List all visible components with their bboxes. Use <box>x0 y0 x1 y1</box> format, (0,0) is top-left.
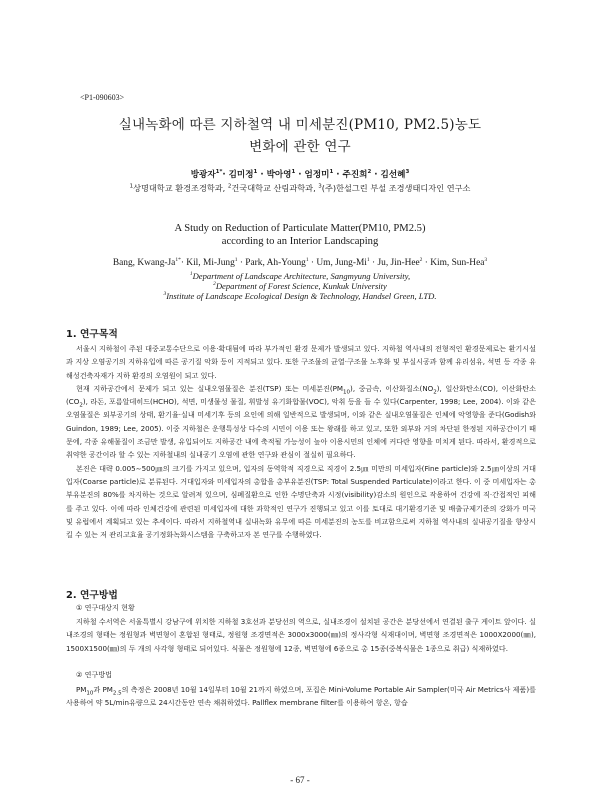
author-sup: 1* <box>215 169 223 176</box>
author-name: · 엄정미 <box>295 170 330 180</box>
page-number: - 67 - <box>290 775 310 785</box>
english-affiliation-3 <box>60 291 540 301</box>
section-1-heading: 1. 연구목적 <box>66 329 118 340</box>
affil-text: Department of Landscape Architecture, Sangmyung University, <box>192 271 411 281</box>
author-name: · 김선혜 <box>371 170 406 180</box>
paper-code: <P1-090603> <box>80 93 125 102</box>
affil-sup: 3 <box>163 291 167 298</box>
korean-authors <box>60 168 540 180</box>
author-sup: 2 <box>419 256 423 263</box>
author-name: · Kil, Mi-Jung <box>180 258 235 268</box>
author-name: · Um, Jung-Mi <box>308 258 367 268</box>
section-2-body-2 <box>66 683 536 710</box>
affil-text: (주)한설그린 부설 조경생태디자인 연구소 <box>321 183 471 193</box>
author-sup: 1 <box>253 169 258 176</box>
author-name: · 박아영 <box>257 170 292 180</box>
paragraph: 서울시 지하철이 주된 대중교통수단으로 이용·확대됨에 따라 부가적인 환경 문제가 발생되고 있다. 지하철 역사내의 전형적인 환경문제로는 환기시설과 지상 오염공기의 지하유입에 따른 공기질 악화 등이 지적되고 있다. 또한 구조물의 균열·구조물 노후화 및 부실시공과 함께 유리섬유, 석면 등 각종 유해성건축자재가 지하 환경의 오염원이 되고 있다. <box>66 344 536 380</box>
affil-text: 건국대학교 산림과학과, <box>231 183 319 193</box>
author-name: Bang, Kwang-Ja <box>112 258 176 268</box>
section-2-heading: 2. 연구방법 <box>66 590 118 601</box>
author-name: · Ju, Jin-Hee <box>369 258 420 268</box>
author-name: · 김미정 <box>222 170 254 180</box>
author-sup: 1 <box>305 256 309 263</box>
author-sup: 1 <box>366 256 370 263</box>
affil-sup: 1 <box>129 183 134 190</box>
author-sup: 1 <box>234 256 238 263</box>
affil-text: 상명대학교 환경조경학과, <box>133 183 228 193</box>
section-2-body-1 <box>66 615 536 655</box>
author-name: · 주진희 <box>333 170 368 180</box>
author-name: · Kim, Sun-Hea <box>422 258 485 268</box>
section-1-body <box>66 342 536 541</box>
english-affiliation-2 <box>60 281 540 291</box>
author-sup: 1 <box>329 169 334 176</box>
affil-sup: 2 <box>213 281 216 288</box>
paragraph: 본진은 대략 0.005∼500㎛의 크기를 가지고 있으며, 입자의 동역학적 직경으로 직경이 2.5㎛ 미만의 미세입자(Fine particle)와 2.5㎛이상의 거대입자(Coarse particle)로 분류된다. 거대입자와 미세입자의 총합을 총부유분진(TSP: Total Suspended Particulate)이라고 한다. 이 중 미세입자는 총부유분진의 80%를 차지하는 것으로 알려져 있으며, 심폐질환으로 인한 수명단축과 시정(visibility)감소의 원인으로 작용하여 건강에 직·간접적인 피해를 주고 있다. 이에 따라 인체건강에 관련된 미세입자에 대한 과학적인 연구가 진행되고 있고 이를 토대로 대기환경기준 및 배출규제기준의 강화가 미국 및 유럽에서 계획되고 있는 추세이다. 따라서 지하철역내 실내녹화 유무에 따른 미세분진의 농도를 비교함으로써 지하철 역사내의 실내공기질을 향상시킬 수 있는 저 관리고효율 공기정화녹화시스템을 구축하고자 본 연구를 수행하였다. <box>66 463 536 540</box>
author-sup: 3 <box>484 256 488 263</box>
affil-text: Institute of Landscape Ecological Design & Technology, Handsel Green, LTD. <box>166 291 437 301</box>
author-name: 방광자 <box>190 170 216 180</box>
author-sup: 1 <box>291 169 296 176</box>
affil-sup: 3 <box>318 183 322 190</box>
author-sup: 3 <box>405 169 410 176</box>
affil-text: Department of Forest Science, Kunkuk University <box>215 281 387 291</box>
author-sup: 2 <box>367 169 372 176</box>
english-affiliation-1 <box>60 271 540 281</box>
author-sup: 1* <box>175 256 181 263</box>
korean-affiliations <box>60 183 540 194</box>
affil-sup: 1 <box>189 271 193 278</box>
subsection-heading: ① 연구대상지 현황 <box>76 603 135 612</box>
author-name: · Park, Ah-Young <box>237 258 306 268</box>
paragraph: 지하철 수서역은 서울특별시 강남구에 위치한 지하철 3호선과 분당선의 역으로, 실내조경이 설치된 공간은 분당선에서 연결된 출구 게이트 앞이다. 실내조경의 형태는 정원형과 벽면형이 혼합된 형태로, 정원형 조경면적은 3000x3000(㎜)의 정사각형 식재대이며, 벽면형 조경면적은 1000X2000(㎜), 1500X1500(㎜)의 두 개의 사각형 형태로 되어있다. 식물은 정원형에 12종, 벽면형에 6종으로 총 15종(중복식물은 1종으로 취급) 식재하였다. <box>66 617 536 653</box>
paragraph: 현재 지하공간에서 문제가 되고 있는 실내오염물질은 분진(TSP) 또는 미세분진$(PM_{10})$, 중금속, 이산화질소$(NO_2)$, 일산화탄소(CO), 이산화탄소$(CO_2)$, 라돈, 포름알데히드(HCHO), 석면, 미생물성 물질, 휘발성 유기화합물(VOC), 악취 등을 들 수 있다(Carpenter, 1998; Lee, 2004). 이와 같은 오염물질은 외부공기의 상태, 환기율·실내 미세기후 등의 요인에 의해 일반적으로 발생되며, 이와 같은 실내오염물질은 인체에 악영향을 준다(Godish와 Guindon, 1989; Lee, 2005). 이중 지하철은 운행특성상 다수의 시민이 이용 또는 왕래를 하고 있고, 또한 외부와 거의 차단된 한정된 지하공간이기 때문에, 각종 유해물질이 조금만 발생, 유입되어도 지하공간 내에 축적될 가능성이 높아 이용시민의 인체에 커다란 영향을 미치게 된다. 따라서, 환경적으로 취약한 공간이라 할 수 있는 지하철내의 실내공기 오염에 관한 연구와 관심이 절실히 필요하다. <box>66 383 537 460</box>
english-authors <box>60 258 540 268</box>
affil-sup: 2 <box>227 183 232 190</box>
paragraph: $PM_{10}$과 $PM_{2.5}$의 측정은 2008년 10월 14일부터 10월 21까지 하였으며, 포집은 Mini-Volume Portable Air Sampler(미국 Air Metrics사 제품)를 사용하여 약 5L/min유량으로 24시간동안 연속 채취하였다. Pallflex membrane filter를 이용하여 항온, 항습 <box>66 685 536 708</box>
subsection-heading: ② 연구방법 <box>76 670 113 679</box>
korean-title-line-2: 변화에 관한 연구 <box>249 139 351 155</box>
korean-title-line-1: 실내녹화에 따른 지하철역 내 미세분진(PM10, PM2.5)농도 <box>118 117 482 133</box>
english-title-line-1: A Study on Reduction of Particulate Matter(PM10, PM2.5) <box>174 223 426 234</box>
english-title-line-2: according to an Interior Landscaping <box>221 236 379 247</box>
